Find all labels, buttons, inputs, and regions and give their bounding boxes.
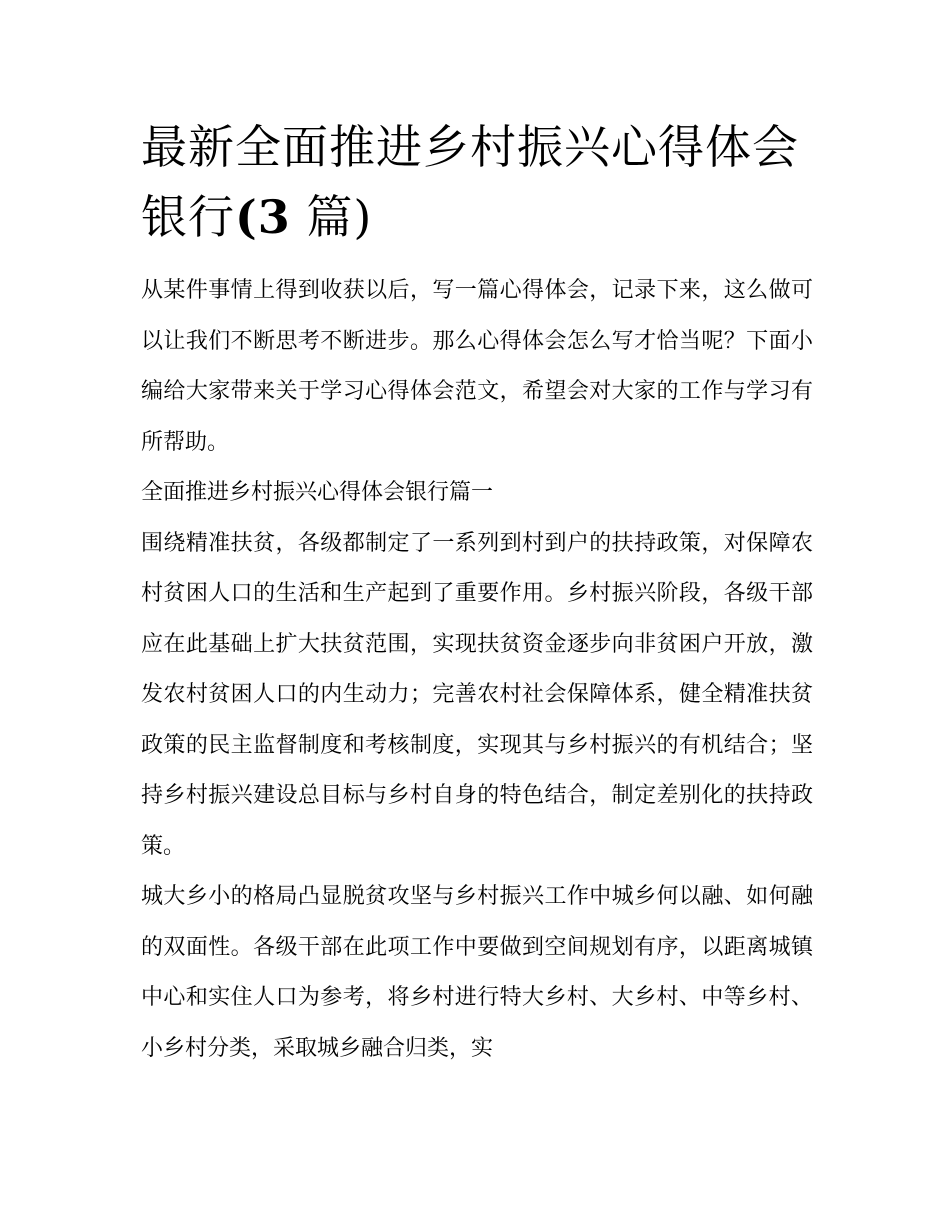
document-body [141,112,813,1074]
title-text: 最新全面推进乡村振兴心得体会银行 [141,120,799,244]
title-count: (3 [235,190,291,244]
section-heading: 全面推进乡村振兴心得体会银行篇一 [141,480,494,505]
body-paragraph-1: 围绕精准扶贫，各级都制定了一系列到村到户的扶持政策，对保障农村贫困人口的生活和生产起到了重要作用。乡村振兴阶段，各级干部应在此基础上扩大扶贫范围，实现扶贫资金逐步向非贫困户开放，激发农村贫困人口的内生动力；完善农村社会保障体系，健全精准扶贫政策的民主监督制度和考核制度，实现其与乡村振兴的有机结合；坚持乡村振兴建设总目标与乡村自身的特色结合，制定差别化的扶持政策。 [141,530,813,859]
body-paragraph-2: 城大乡小的格局凸显脱贫攻坚与乡村振兴工作中城乡何以融、如何融的双面性。各级干部在此项工作中要做到空间规划有序，以距离城镇中心和实住人口为参考，将乡村进行特大乡村、大乡村、中等乡村、小乡村分类，采取城乡融合归类，实 [141,884,813,1061]
intro-paragraph: 从某件事情上得到收获以后，写一篇心得体会，记录下来，这么做可以让我们不断思考不断进步。那么心得体会怎么写才恰当呢？下面小编给大家带来关于学习心得体会范文，希望会对大家的工作与学习有所帮助。 [141,278,813,455]
title-suffix: 篇) [290,190,373,244]
document-title [141,112,813,252]
